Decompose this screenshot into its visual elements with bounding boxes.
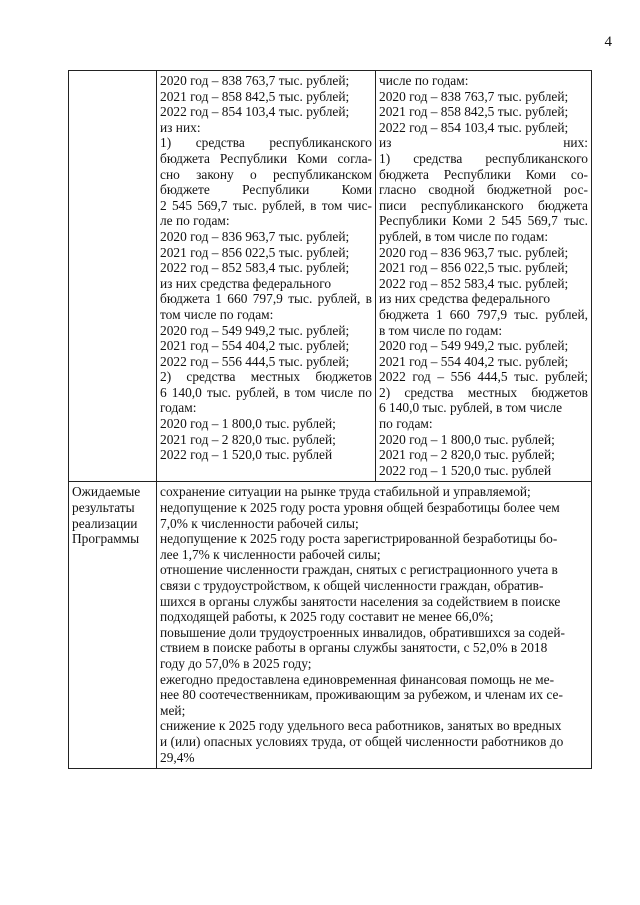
text-line: из них средства федерального <box>379 291 551 307</box>
text-line: 2021 год – 2 820,0 тыс. рублей; <box>379 447 555 463</box>
text-line: 2021 год – 856 022,5 тыс. рублей; <box>379 260 569 276</box>
text-line: из них: <box>379 135 588 151</box>
text-line: 2022 год – 854 103,4 тыс. рублей; <box>160 104 350 120</box>
text-line: 2021 год – 858 842,5 тыс. рублей; <box>160 88 350 104</box>
text-line: 2021 год – 554 404,2 тыс. рублей; <box>160 338 350 354</box>
text-line: мей; <box>160 702 186 718</box>
text-line: и (или) опасных условиях труда, от общей численности работников до <box>160 733 564 749</box>
text-line: гласно сводной бюджетной рос- <box>379 182 588 198</box>
table-row-expected-results <box>69 482 592 769</box>
text-line: 2020 год – 549 949,2 тыс. рублей; <box>160 322 350 338</box>
text-line: Республики Коми 2 545 569,7 тыс. <box>379 213 588 229</box>
text-line: Программы <box>72 531 140 547</box>
text-line: 6 140,0 тыс. рублей, в том числе <box>379 400 563 416</box>
text-line: снижение к 2025 году удельного веса работников, занятых во вредных <box>160 718 562 734</box>
text-line: 2020 год – 836 963,7 тыс. рублей; <box>160 228 350 244</box>
text-line: 6 140,0 тыс. рублей, в том числе по <box>160 384 372 400</box>
text-line: сно закону о республиканском <box>160 166 372 182</box>
text-line: 2022 год – 556 444,5 тыс. рублей; <box>379 369 588 385</box>
text-line: бюджета Республики Коми со- <box>379 166 588 182</box>
text-line: 2 545 569,7 тыс. рублей, в том чис- <box>160 197 372 213</box>
text-line: бюджете Республики Коми <box>160 182 372 198</box>
expected-results-cell <box>157 482 592 769</box>
text-line: подходящей работы, к 2025 году составит не менее 66,0%; <box>160 609 494 625</box>
text-line: 2) средства местных бюджетов <box>160 369 372 385</box>
text-line: ле по годам: <box>160 213 230 229</box>
text-line: сохранение ситуации на рынке труда стабильной и управляемой; <box>160 484 531 500</box>
program-passport-table <box>68 70 592 769</box>
text-line: 2020 год – 549 949,2 тыс. рублей; <box>379 338 569 354</box>
text-line: результаты <box>72 500 135 516</box>
text-line: 2021 год – 858 842,5 тыс. рублей; <box>379 104 569 120</box>
text-line: 2022 год – 1 520,0 тыс. рублей <box>160 447 333 463</box>
text-line: 1) средства республиканского <box>160 135 372 151</box>
text-line: 2020 год – 838 763,7 тыс. рублей; <box>160 73 350 88</box>
text-line: 1) средства республиканского <box>379 150 588 166</box>
text-line: Ожидаемые <box>72 484 141 500</box>
text-line: 2020 год – 1 800,0 тыс. рублей; <box>160 416 336 432</box>
text-line: шихся в органы службы занятости населения за содействием в поиске <box>160 593 561 609</box>
text-line: 2020 год – 836 963,7 тыс. рублей; <box>379 244 569 260</box>
text-line: том числе по годам: <box>160 306 274 322</box>
text-line: лее 1,7% к численности рабочей силы; <box>160 546 381 562</box>
text-line: писи республиканского бюджета <box>379 197 588 213</box>
text-line: 2) средства местных бюджетов <box>379 384 588 400</box>
text-line: в том числе по годам: <box>379 322 503 338</box>
text-line: 2021 год – 856 022,5 тыс. рублей; <box>160 244 350 260</box>
text-line: году до 57,0% в 2025 году; <box>160 655 312 671</box>
text-line: недопущение к 2025 году роста зарегистрированной безработицы бо- <box>160 531 558 547</box>
text-line: 2020 год – 1 800,0 тыс. рублей; <box>379 431 555 447</box>
text-line: нее 80 соотечественникам, проживающим за рубежом, и членам их се- <box>160 687 563 703</box>
page-number: 4 <box>604 34 612 50</box>
funding-new-cell <box>376 71 592 482</box>
text-line: повышение доли трудоустроенных инвалидов, обратившихся за содей- <box>160 624 565 640</box>
table-row-funding <box>69 71 592 482</box>
text-line: реализации <box>72 515 138 531</box>
text-line: 2022 год – 1 520,0 тыс. рублей <box>379 462 552 478</box>
text-line: 29,4% <box>160 749 195 765</box>
text-line: ежегодно предоставлена единовременная финансовая помощь не ме- <box>160 671 555 687</box>
text-line: 2022 год – 556 444,5 тыс. рублей; <box>160 353 350 369</box>
text-line: 2022 год – 854 103,4 тыс. рублей; <box>379 119 569 135</box>
text-line: по годам: <box>379 416 433 432</box>
row-label-expected-results <box>69 482 157 769</box>
text-line: годам: <box>160 400 197 416</box>
text-line: рублей, в том числе по годам: <box>379 228 549 244</box>
text-line: из них: <box>160 119 201 135</box>
text-line: бюджета 1 660 797,9 тыс. рублей, в <box>160 291 372 307</box>
text-line: 7,0% к численности рабочей силы; <box>160 515 359 531</box>
text-line: бюджета Республики Коми согла- <box>160 150 372 166</box>
text-line: недопущение к 2025 году роста уровня общей безработицы более чем <box>160 500 560 516</box>
funding-current-cell <box>157 71 376 482</box>
text-line: 2022 год – 852 583,4 тыс. рублей; <box>160 260 350 276</box>
text-line: 2021 год – 554 404,2 тыс. рублей; <box>379 353 569 369</box>
row-label-funding <box>69 71 157 482</box>
text-line: связи с трудоустройством, к общей численности граждан, обратив- <box>160 578 544 593</box>
text-line: ствием в поиске работы в органы службы занятости, с 52,0% в 2018 <box>160 640 548 656</box>
text-line: 2021 год – 2 820,0 тыс. рублей; <box>160 431 336 447</box>
text-line: 2020 год – 838 763,7 тыс. рублей; <box>379 88 569 104</box>
text-line: из них средства федерального <box>160 275 332 291</box>
text-line: 2022 год – 852 583,4 тыс. рублей; <box>379 275 569 291</box>
text-line: бюджета 1 660 797,9 тыс. рублей, <box>379 306 588 322</box>
text-line: числе по годам: <box>379 73 469 88</box>
text-line: отношение численности граждан, снятых с регистрационного учета в <box>160 562 558 578</box>
